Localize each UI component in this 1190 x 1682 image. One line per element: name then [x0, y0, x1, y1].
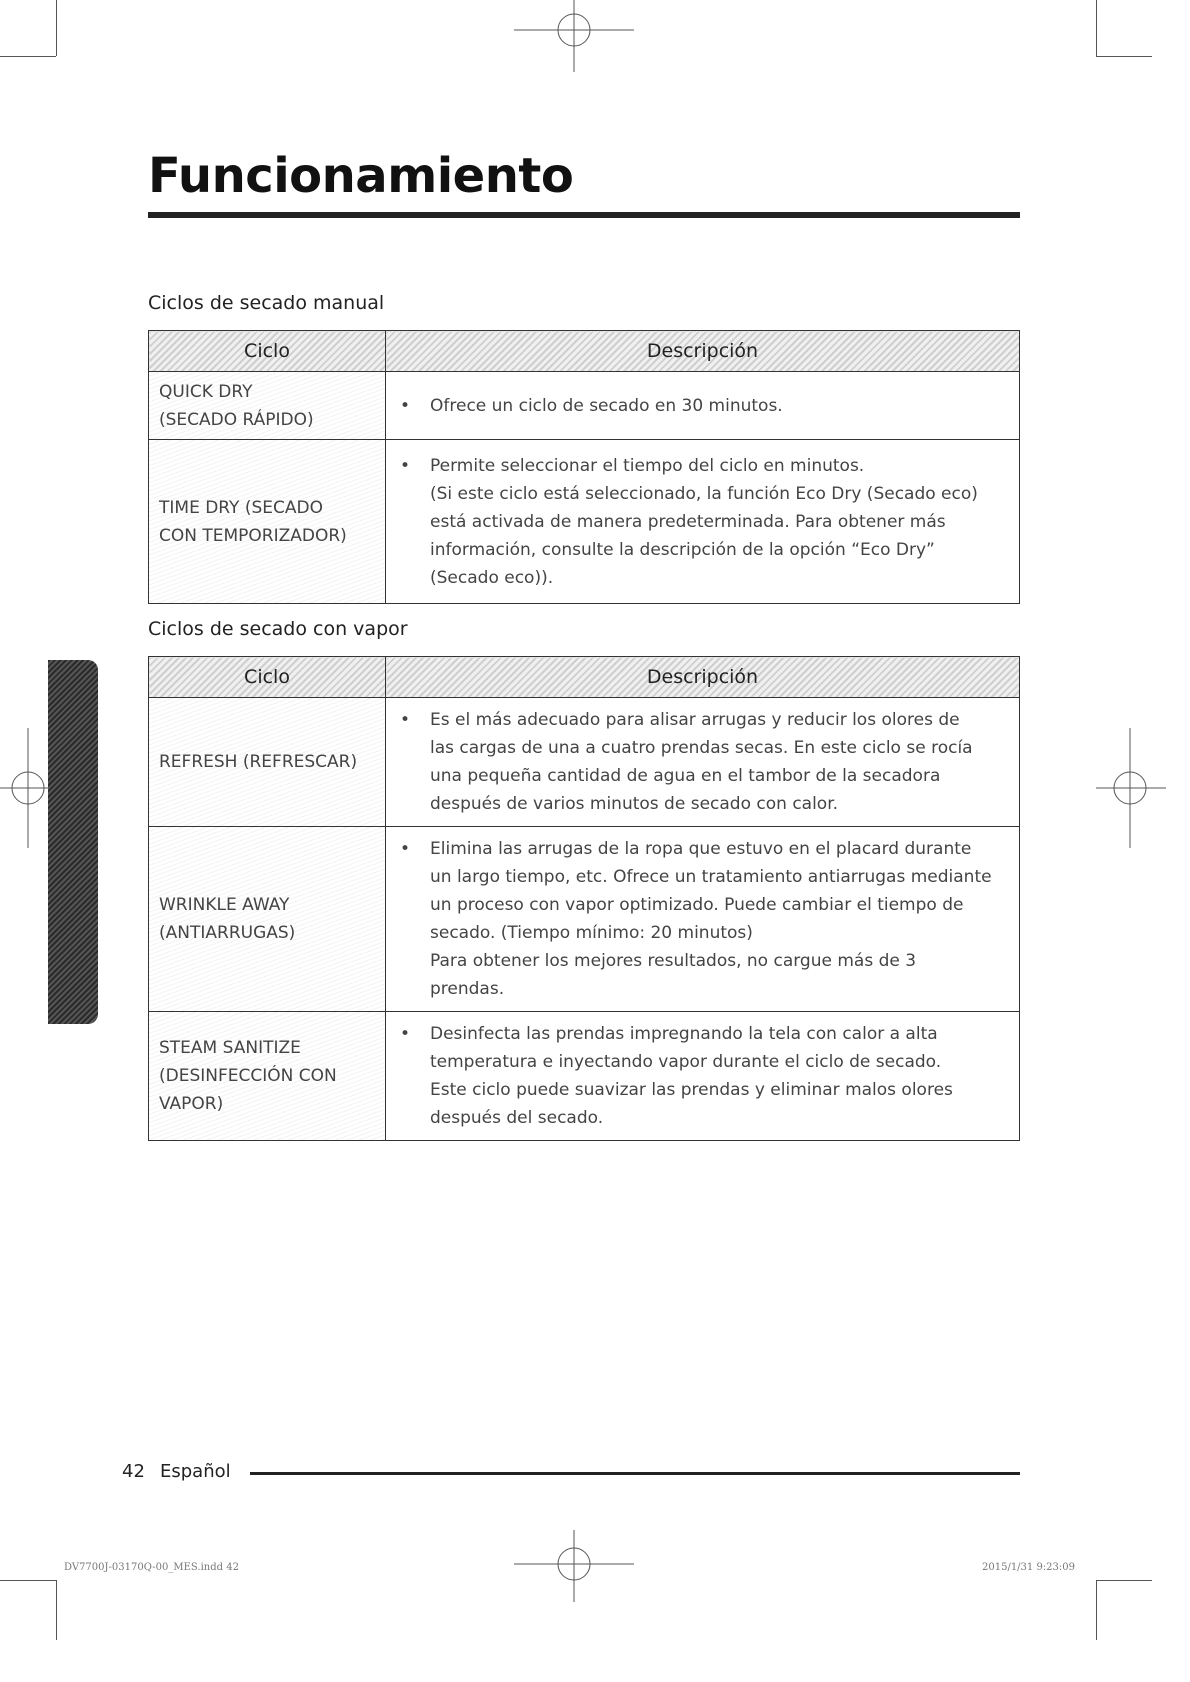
crop-mark	[1096, 1580, 1152, 1581]
cycle-name-line: STEAM SANITIZE	[159, 1038, 301, 1058]
cycle-name-line: QUICK DRY	[159, 381, 253, 402]
crop-mark	[0, 1580, 56, 1581]
cycle-name-line: CON TEMPORIZADOR)	[159, 525, 347, 546]
cycle-name	[149, 1012, 386, 1141]
table-row	[149, 372, 1020, 440]
description-line: información, consulte la descripción de la opción “Eco Dry”	[430, 539, 935, 560]
description-line: Para obtener los mejores resultados, no cargue más de 3	[430, 951, 917, 971]
description-line: un largo tiempo, etc. Ofrece un tratamiento antiarrugas mediante	[430, 867, 992, 887]
table-row	[149, 827, 1020, 1012]
crop-mark	[56, 1580, 57, 1640]
column-header-description: Descripción	[386, 331, 1020, 372]
description-line: está activada de manera predeterminada. Para obtener más	[430, 511, 946, 532]
description-line: las cargas de una a cuatro prendas secas. En este ciclo se rocía	[430, 738, 973, 758]
cycle-name-line: TIME DRY (SECADO	[159, 497, 323, 518]
cycle-name-line: REFRESH (REFRESCAR)	[159, 752, 358, 772]
description-line: Este ciclo puede suavizar las prendas y eliminar malos olores	[430, 1080, 953, 1100]
page-title: Funcionamiento	[148, 148, 574, 204]
description-line: (Secado eco)).	[430, 567, 554, 588]
description-line: después de varios minutos de secado con calor.	[430, 794, 839, 814]
crop-mark	[0, 56, 56, 57]
section-heading-manual: Ciclos de secado manual	[148, 292, 385, 314]
column-header-cycle: Ciclo	[149, 657, 386, 698]
footer-divider	[250, 1472, 1020, 1475]
cycle-name-line: WRINKLE AWAY	[159, 895, 290, 915]
crop-mark	[1096, 1580, 1097, 1640]
description-line: Desinfecta las prendas impregnando la tela con calor a alta	[430, 1024, 938, 1044]
description-line: Es el más adecuado para alisar arrugas y reducir los olores de	[430, 710, 960, 730]
description-line: (Si este ciclo está seleccionado, la función Eco Dry (Secado eco)	[430, 483, 978, 504]
cycle-description	[386, 372, 1020, 440]
cycle-description	[386, 698, 1020, 827]
bullet: •	[400, 839, 411, 859]
bullet: •	[400, 710, 411, 730]
section-heading-steam: Ciclos de secado con vapor	[148, 618, 408, 640]
bullet: •	[400, 395, 411, 416]
registration-mark	[1096, 728, 1166, 848]
manual-cycles-table	[148, 330, 1020, 604]
description-line: temperatura e inyectando vapor durante el ciclo de secado.	[430, 1052, 942, 1072]
bullet: •	[400, 1024, 411, 1044]
description-line: Elimina las arrugas de la ropa que estuvo en el placard durante	[430, 839, 972, 859]
description-line: un proceso con vapor optimizado. Puede cambiar el tiempo de	[430, 895, 964, 915]
crop-mark	[1096, 56, 1152, 57]
registration-mark	[514, 0, 634, 72]
description-line: prendas.	[430, 979, 505, 999]
table-row	[149, 698, 1020, 827]
description-line: Permite seleccionar el tiempo del ciclo en minutos.	[430, 455, 865, 476]
table-row	[149, 1012, 1020, 1141]
table-header-row	[149, 331, 1020, 372]
cycle-name	[149, 698, 386, 827]
registration-mark	[514, 1530, 634, 1602]
cycle-name	[149, 372, 386, 440]
page-number: 42	[122, 1461, 145, 1482]
steam-cycles-table	[148, 656, 1020, 1141]
cycle-description	[386, 827, 1020, 1012]
cycle-name	[149, 440, 386, 604]
description-line: Ofrece un ciclo de secado en 30 minutos.	[430, 395, 783, 416]
cycle-name-line: (SECADO RÁPIDO)	[159, 409, 314, 430]
bullet: •	[400, 455, 411, 476]
cycle-name-line: (ANTIARRUGAS)	[159, 923, 296, 943]
table-row	[149, 440, 1020, 604]
table-header-row	[149, 657, 1020, 698]
print-slug-timestamp: 2015/1/31 9:23:09	[982, 1562, 1076, 1573]
column-header-cycle: Ciclo	[149, 331, 386, 372]
description-line: una pequeña cantidad de agua en el tambor de la secadora	[430, 766, 941, 786]
crop-mark	[1096, 0, 1097, 56]
side-tab-label: Funcionamiento	[4, 842, 28, 1002]
cycle-description	[386, 1012, 1020, 1141]
column-header-description: Descripción	[386, 657, 1020, 698]
footer-language: Español	[160, 1461, 231, 1482]
print-slug-file: DV7700J-03170Q-00_MES.indd 42	[64, 1562, 239, 1573]
side-tab	[48, 660, 98, 1024]
crop-mark	[56, 0, 57, 56]
description-line: después del secado.	[430, 1108, 604, 1128]
cycle-description	[386, 440, 1020, 604]
cycle-name-line: VAPOR)	[159, 1094, 224, 1114]
cycle-name-line: (DESINFECCIÓN CON	[159, 1066, 337, 1086]
title-divider	[148, 212, 1020, 218]
cycle-name	[149, 827, 386, 1012]
description-line: secado. (Tiempo mínimo: 20 minutos)	[430, 923, 753, 943]
